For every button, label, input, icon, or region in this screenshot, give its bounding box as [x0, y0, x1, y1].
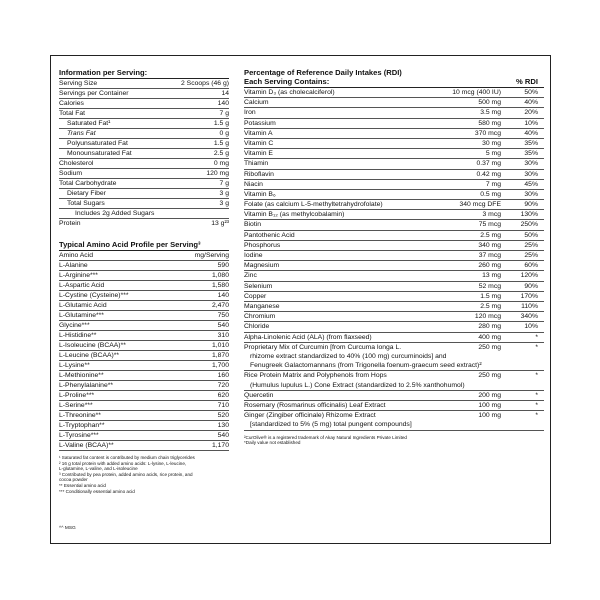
footnote: *** Conditionally essential amino acid	[59, 488, 135, 494]
msg-note: ^^ MSG	[59, 526, 76, 531]
amino-label: L-Cystine (Cysteine)***	[59, 292, 129, 299]
amino-row	[59, 361, 229, 371]
amino-row	[59, 431, 229, 441]
rdi-row	[244, 220, 544, 230]
rdi-row	[244, 302, 544, 312]
rdi-percent: 25%	[524, 252, 538, 259]
amino-value: 520	[217, 412, 229, 419]
amino-row	[59, 441, 229, 451]
amino-label: L-Glutamine***	[59, 312, 104, 319]
extract-amount: 250 mg	[478, 372, 501, 380]
footnote: *Daily value not established	[244, 440, 301, 446]
amino-row	[59, 311, 229, 321]
serving-value: 13 g²³	[211, 220, 229, 227]
amino-label: L-Lysine**	[59, 362, 90, 369]
rdi-percent: 60%	[524, 262, 538, 270]
extract-percent: *	[535, 343, 538, 351]
rdi-label: Vitamin D₃ (as cholecalciferol)	[244, 89, 335, 96]
serving-value: 1.5 g	[213, 120, 229, 127]
amino-value: 1,700	[211, 362, 229, 369]
amino-row	[59, 351, 229, 361]
amino-value: 1,010	[211, 342, 229, 349]
extract-row	[244, 343, 544, 372]
rdi-row	[244, 282, 544, 292]
extract-line: Fenugreek Galactomannans (from Trigonella foenum-graecum seed extract)²	[250, 362, 482, 370]
rdi-label: Riboflavin	[244, 170, 274, 178]
extract-line: Rosemary (Rosmarinus officinalis) Leaf Extract	[244, 401, 386, 409]
serving-value: 3 g	[219, 190, 229, 197]
serving-row	[59, 89, 229, 99]
rdi-percent: 340%	[520, 313, 538, 321]
rdi-label: Biotin	[244, 221, 262, 229]
rdi-label: Chromium	[244, 313, 276, 321]
extract-row	[244, 391, 544, 401]
amino-label: L-Glutamic Acid	[59, 302, 107, 309]
rdi-amount: 0.37 mg	[476, 160, 501, 168]
rdi-row	[244, 159, 544, 169]
amino-label: L-Leucine (BCAA)**	[59, 352, 120, 359]
amino-acid-list	[59, 261, 229, 451]
rdi-subtitle: Each Serving Contains:	[244, 77, 330, 86]
extract-percent: *	[535, 372, 538, 380]
amino-row	[59, 321, 229, 331]
serving-value: 120 mg	[206, 170, 229, 177]
rdi-amount: 0.5 mg	[480, 190, 501, 198]
extract-amount: 200 mg	[478, 391, 501, 399]
serving-label: Total Fat	[59, 110, 86, 117]
rdi-label: Thiamin	[244, 160, 269, 168]
left-footnotes	[59, 455, 229, 494]
serving-row	[59, 109, 229, 119]
rdi-row	[244, 241, 544, 251]
rdi-label: Selenium	[244, 282, 273, 290]
amino-label: L-Proline***	[59, 392, 95, 399]
rdi-row	[244, 149, 544, 159]
rdi-label: Vitamin B₆	[244, 190, 276, 198]
footnote: ¹ Saturated fat content is contributed by medium chain triglycerides	[59, 455, 195, 460]
amino-label: L-Valine (BCAA)**	[59, 442, 114, 449]
footnote: L-glutamine, L-valine, and L-isoleucine	[59, 466, 138, 472]
serving-row	[59, 189, 229, 199]
rdi-row	[244, 180, 544, 190]
serving-label: Calories	[59, 100, 84, 107]
rdi-label: Magnesium	[244, 262, 280, 270]
serving-row	[59, 129, 229, 139]
amino-row	[59, 341, 229, 351]
serving-label: Serving Size	[59, 80, 98, 87]
rdi-row	[244, 251, 544, 261]
amino-value: 710	[217, 402, 229, 409]
serving-row	[59, 199, 229, 209]
serving-value: 7 g	[219, 180, 229, 187]
amino-value: 1,580	[211, 282, 229, 289]
rdi-row	[244, 261, 544, 271]
rdi-percent: 40%	[524, 129, 538, 137]
rdi-label: Zinc	[244, 272, 257, 280]
amino-label: L-Serine***	[59, 402, 93, 409]
rdi-amount: 500 mg	[478, 99, 501, 107]
extract-amount: 100 mg	[478, 412, 501, 420]
right-footnotes	[244, 435, 544, 446]
rdi-row	[244, 200, 544, 210]
info-title: Information per Serving:	[59, 68, 148, 77]
rdi-amount: 280 mg	[478, 323, 501, 331]
rdi-label: Vitamin C	[244, 139, 274, 147]
rdi-percent: 90%	[524, 282, 538, 290]
amino-value: 750	[217, 312, 229, 319]
serving-value: 2 Scoops (46 g)	[181, 80, 229, 87]
serving-label: Cholesterol	[59, 160, 94, 167]
rdi-row	[244, 108, 544, 118]
rdi-amount: 260 mg	[478, 262, 501, 270]
serving-value: 14	[221, 90, 229, 97]
rdi-percent-label: % RDI	[516, 77, 538, 86]
rdi-amount: 7 mg	[485, 180, 501, 188]
rdi-row	[244, 190, 544, 200]
serving-row	[59, 149, 229, 159]
amino-label: L-Arginine***	[59, 272, 98, 279]
amino-value: 2,470	[211, 302, 229, 309]
amino-col-right: mg/Serving	[194, 252, 229, 259]
amino-label: L-Methionine**	[59, 372, 104, 379]
extract-line: Proprietary Mix of Curcumin [from Curcuma longa L.	[244, 343, 402, 351]
rdi-amount: 340 mcg DFE	[459, 201, 501, 209]
rdi-label: Copper	[244, 292, 267, 300]
serving-row	[59, 179, 229, 189]
rdi-amount: 400 mg	[478, 333, 501, 341]
amino-label: L-Threonine**	[59, 412, 101, 419]
amino-value: 590	[217, 262, 229, 269]
rdi-percent: 40%	[524, 99, 538, 107]
rdi-percent: 10%	[524, 323, 538, 331]
footnote: ** Essential amino acid	[59, 482, 106, 488]
rdi-percent: 130%	[520, 211, 538, 219]
amino-value: 1,870	[211, 352, 229, 359]
rdi-percent: 50%	[524, 89, 538, 96]
amino-row	[59, 381, 229, 391]
rdi-label: Iodine	[244, 252, 263, 259]
rdi-amount: 0.42 mg	[476, 170, 501, 178]
serving-row	[59, 139, 229, 149]
rdi-amount: 340 mg	[478, 241, 501, 249]
serving-label: Dietary Fiber	[67, 190, 106, 197]
serving-row	[59, 169, 229, 179]
serving-row	[59, 159, 229, 169]
rdi-amount: 10 mcg (400 IU)	[452, 89, 501, 96]
rdi-percent: 170%	[520, 292, 538, 300]
footnote: ³ Contributed by pea protein, added amino acids, rice protein, and	[59, 471, 193, 477]
amino-row	[59, 421, 229, 431]
serving-row	[59, 99, 229, 109]
rdi-percent: 45%	[524, 180, 538, 188]
amino-row	[59, 411, 229, 421]
footnote: ² 16 g total protein with added amino acids: L-lysine, L-leucine,	[59, 460, 187, 466]
rdi-amount: 5 mg	[485, 150, 501, 158]
rdi-subheader	[244, 77, 544, 86]
rdi-label: Potassium	[244, 119, 276, 127]
rdi-amount: 2.5 mg	[480, 231, 501, 239]
amino-label: L-Tryptophan**	[59, 422, 105, 429]
rdi-amount: 1.5 mg	[480, 292, 501, 300]
rdi-label: Vitamin E	[244, 150, 273, 158]
rdi-label: Niacin	[244, 180, 263, 188]
extract-percent: *	[535, 401, 538, 409]
rdi-amount: 75 mcg	[478, 221, 501, 229]
extract-row	[244, 411, 544, 430]
extract-line: [standardized to 5% (5 mg) total pungent compounds]	[250, 421, 412, 429]
extract-percent: *	[535, 412, 538, 420]
rdi-percent: *	[535, 333, 538, 341]
rdi-percent: 110%	[521, 302, 538, 310]
amino-value: 540	[217, 322, 229, 329]
rdi-label: Phosphorus	[244, 241, 281, 249]
rdi-row	[244, 231, 544, 241]
rdi-row	[244, 271, 544, 281]
serving-row	[59, 119, 229, 129]
rdi-row	[244, 210, 544, 220]
right-column	[244, 68, 544, 446]
serving-value: 0 g	[219, 130, 229, 137]
rdi-percent: 25%	[524, 241, 538, 249]
rdi-list	[244, 88, 544, 343]
rdi-row	[244, 119, 544, 129]
amino-value: 310	[217, 332, 229, 339]
rdi-amount: 2.5 mg	[480, 302, 501, 310]
rdi-row	[244, 333, 544, 343]
serving-label: Polyunsaturated Fat	[67, 140, 128, 147]
rdi-amount: 3.5 mg	[480, 109, 501, 117]
amino-value: 1,080	[211, 272, 229, 279]
serving-value: 0 mg	[213, 160, 229, 167]
extract-amount: 250 mg	[478, 343, 501, 351]
amino-label: Glycine***	[59, 322, 90, 329]
amino-row	[59, 331, 229, 341]
rdi-amount: 370 mcg	[474, 129, 501, 137]
serving-row	[59, 209, 229, 219]
rdi-percent: 30%	[524, 170, 538, 178]
footnote: cocoa powder	[59, 477, 88, 483]
footnote: ²CurOlive® is a registered trademark of Akay Natural Ingredients Private Limited	[244, 434, 407, 440]
amino-value: 130	[217, 422, 229, 429]
rdi-label: Iron	[244, 109, 256, 117]
rdi-percent: 10%	[524, 119, 538, 127]
serving-value: 7 g	[219, 110, 229, 117]
serving-label: Protein	[59, 220, 81, 227]
rdi-percent: 90%	[524, 201, 538, 209]
serving-info-list	[59, 79, 229, 228]
amino-row	[59, 301, 229, 311]
rdi-amount: 580 mg	[478, 119, 501, 127]
amino-label: L-Tyrosine***	[59, 432, 99, 439]
serving-label: Trans Fat	[67, 130, 96, 137]
amino-label: L-Isoleucine (BCAA)**	[59, 342, 126, 349]
extract-row	[244, 401, 544, 411]
rdi-percent: 120%	[520, 272, 538, 280]
rdi-amount: 120 mcg	[474, 313, 501, 321]
serving-label: Sodium	[59, 170, 83, 177]
extract-line: Ginger (Zingiber officinale) Rhizome Extract	[244, 412, 376, 420]
rdi-label: Chloride	[244, 323, 270, 331]
rdi-row	[244, 322, 544, 332]
amino-value: 140	[217, 292, 229, 299]
rdi-percent: 20%	[524, 109, 538, 117]
rdi-row	[244, 98, 544, 108]
rdi-extract-list	[244, 343, 544, 431]
amino-value: 1,170	[211, 442, 229, 449]
rdi-label: Folate (as calcium L-5-methyltetrahydrofolate)	[244, 201, 383, 209]
amino-value: 160	[217, 372, 229, 379]
rdi-label: Calcium	[244, 99, 269, 107]
serving-value: 140	[217, 100, 229, 107]
amino-title: Typical Amino Acid Profile per Serving³	[59, 240, 201, 249]
rdi-row	[244, 292, 544, 302]
amino-label: L-Aspartic Acid	[59, 282, 105, 289]
rdi-percent: 35%	[524, 139, 538, 147]
supplement-facts-panel	[50, 55, 551, 544]
rdi-row	[244, 312, 544, 322]
rdi-amount: 37 mcg	[478, 252, 501, 259]
serving-label: Servings per Container	[59, 90, 129, 97]
amino-row	[59, 281, 229, 291]
extract-line: Quercetin	[244, 391, 274, 399]
rdi-amount: 3 mcg	[482, 211, 501, 219]
amino-row	[59, 261, 229, 271]
rdi-amount: 52 mcg	[478, 282, 501, 290]
serving-label: Total Carbohydrate	[59, 180, 117, 187]
rdi-label: Vitamin A	[244, 129, 273, 137]
amino-label: L-Histidine**	[59, 332, 97, 339]
extract-line: Rice Protein Matrix and Polyphenols from Hops	[244, 372, 387, 380]
rdi-row	[244, 139, 544, 149]
amino-row	[59, 401, 229, 411]
amino-value: 620	[217, 392, 229, 399]
rdi-row	[244, 170, 544, 180]
extract-row	[244, 371, 544, 390]
amino-row	[59, 291, 229, 301]
rdi-label: Manganese	[244, 302, 280, 310]
rdi-percent: 50%	[524, 231, 538, 239]
extract-line: rhizome extract standardized to 40% (100 mg) curcuminoids] and	[250, 352, 447, 360]
rdi-percent: 35%	[524, 150, 538, 158]
serving-label: Includes 2g Added Sugars	[75, 210, 155, 217]
serving-value: 2.5 g	[213, 150, 229, 157]
left-column	[59, 68, 229, 494]
amino-row	[59, 371, 229, 381]
rdi-percent: 250%	[520, 221, 538, 229]
rdi-amount: 30 mg	[482, 139, 501, 147]
extract-amount: 100 mg	[478, 401, 501, 409]
amino-column-header	[59, 251, 229, 261]
serving-value: 1.5 g	[213, 140, 229, 147]
serving-label: Total Sugars	[67, 200, 105, 207]
serving-row	[59, 79, 229, 89]
rdi-label: Vitamin B₁₂ (as methylcobalamin)	[244, 211, 345, 219]
amino-label: L-Alanine	[59, 262, 88, 269]
rdi-title: Percentage of Reference Daily Intakes (RDI)	[244, 68, 402, 77]
amino-label: L-Phenylalanine**	[59, 382, 114, 389]
rdi-row	[244, 88, 544, 98]
amino-row	[59, 271, 229, 281]
extract-percent: *	[535, 391, 538, 399]
rdi-percent: 30%	[524, 160, 538, 168]
serving-value: 3 g	[219, 200, 229, 207]
amino-value: 540	[217, 432, 229, 439]
rdi-label: Alpha-Linolenic Acid (ALA) (from flaxseed)	[244, 333, 372, 341]
amino-col-left: Amino Acid	[59, 252, 94, 259]
amino-row	[59, 391, 229, 401]
serving-label: Saturated Fat¹	[67, 120, 111, 127]
rdi-percent: 30%	[524, 190, 538, 198]
extract-line: (Humulus lupulus L.) Cone Extract (standardized to 2.5% xanthohumol)	[250, 381, 465, 389]
rdi-row	[244, 129, 544, 139]
amino-value: 720	[217, 382, 229, 389]
rdi-label: Pantothenic Acid	[244, 231, 295, 239]
rdi-amount: 13 mg	[482, 272, 501, 280]
serving-row	[59, 219, 229, 228]
serving-label: Monounsaturated Fat	[67, 150, 132, 157]
